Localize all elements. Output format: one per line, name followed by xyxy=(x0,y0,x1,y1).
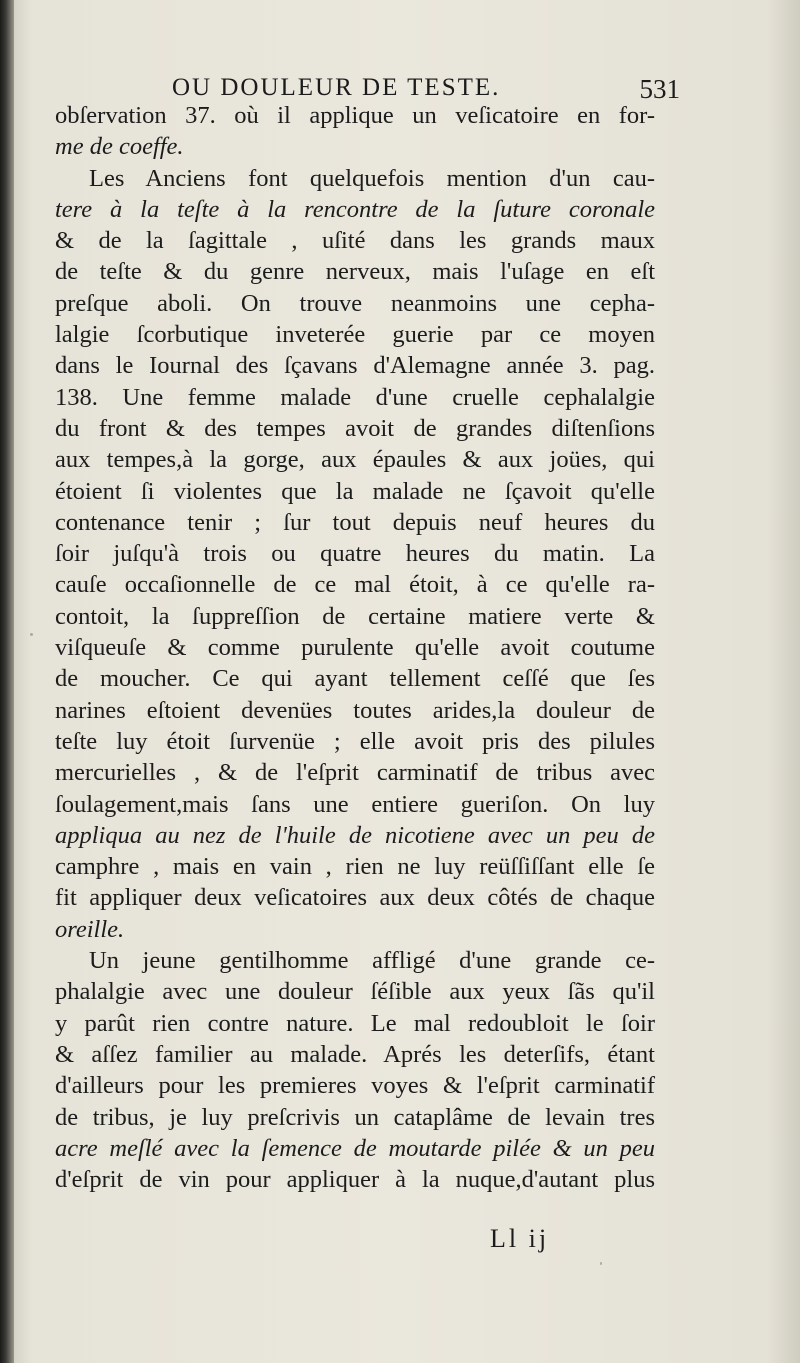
text-line: ſoir juſqu'à trois ou quatre heures du matin. La xyxy=(55,540,655,568)
text-line: y parût rien contre nature. Le mal redoubloit le ſoir xyxy=(55,1009,655,1037)
signature-mark: Ll ij xyxy=(490,1224,550,1253)
text-line: de moucher. Ce qui ayant tellement ceſſé que ſes xyxy=(55,665,655,693)
paper-speck xyxy=(30,633,33,636)
text-line: obſervation 37. où il applique un veſicatoire en for- xyxy=(55,102,655,129)
page-binding-edge xyxy=(0,0,14,1363)
paper-speck xyxy=(600,1262,602,1265)
text-line: lalgie ſcorbutique inveterée guerie par ce moyen xyxy=(55,321,655,349)
text-line: cauſe occaſionnelle de ce mal étoit, à ce qu'elle ra- xyxy=(55,571,655,599)
text-line: Un jeune gentilhomme affligé d'une grande ce- xyxy=(89,947,655,975)
text-line: teſte luy étoit ſurvenüe ; elle avoit pris des pilules xyxy=(55,727,655,755)
text-line: fit appliquer deux veſicatoires aux deux côtés de chaque xyxy=(55,884,655,912)
text-line: camphre , mais en vain , rien ne luy reüſſiſſant elle ſe xyxy=(55,853,655,881)
text-line: de teſte & du genre nerveux, mais l'uſage en eſt xyxy=(55,258,655,286)
text-line: narines eſtoient devenües toutes arides,la douleur de xyxy=(55,696,655,724)
text-line: acre meſlé avec la ſemence de moutarde pilée & un peu xyxy=(55,1134,655,1162)
text-line: d'eſprit de vin pour appliquer à la nuque,d'autant plus xyxy=(55,1166,655,1194)
text-line: me de coeffe. xyxy=(55,133,184,161)
text-line: viſqueuſe & comme purulente qu'elle avoit coutume xyxy=(55,634,655,662)
text-line: de tribus, je luy preſcrivis un cataplâme de levain tres xyxy=(55,1103,655,1131)
text-line: & aſſez familier au malade. Aprés les deterſifs, étant xyxy=(55,1040,655,1068)
text-line: aux tempes,à la gorge, aux épaules & aux joües, qui xyxy=(55,446,655,474)
text-line: tere à la teſte à la rencontre de la ſuture coronale xyxy=(55,195,655,223)
text-line: oreille. xyxy=(55,915,125,943)
text-line: appliqua au nez de l'huile de nicotiene avec un peu de xyxy=(55,821,655,849)
paper-speck xyxy=(430,958,432,960)
text-line: phalalgie avec une douleur ſéſible aux yeux ſãs qu'il xyxy=(55,978,655,1006)
text-line: étoient ſi violentes que la malade ne ſçavoit qu'elle xyxy=(55,477,655,505)
body-text xyxy=(55,100,655,1195)
page-number: 531 xyxy=(639,74,680,104)
text-line: contenance tenir ; ſur tout depuis neuf heures du xyxy=(55,508,655,536)
text-line: preſque aboli. On trouve neanmoins une cepha- xyxy=(55,289,655,317)
text-line: 138. Une femme malade d'une cruelle cephalalgie xyxy=(55,383,655,411)
text-line: ſoulagement,mais ſans une entiere gueriſon. On luy xyxy=(55,790,655,818)
text-line: Les Anciens font quelquefois mention d'un cau- xyxy=(89,164,655,192)
text-line: d'ailleurs pour les premieres voyes & l'eſprit carminatif xyxy=(55,1072,655,1100)
text-line: dans le Iournal des ſçavans d'Alemagne année 3. pag. xyxy=(55,352,655,380)
text-line: contoit, la ſuppreſſion de certaine matiere verte & xyxy=(55,602,655,630)
running-head: OU DOULEUR DE TESTE. xyxy=(172,74,501,101)
text-line: mercurielles , & de l'eſprit carminatif de tribus avec xyxy=(55,759,655,787)
text-line: & de la ſagittale , uſité dans les grands maux xyxy=(55,227,655,255)
text-line: du front & des tempes avoit de grandes diſtenſions xyxy=(55,414,655,442)
